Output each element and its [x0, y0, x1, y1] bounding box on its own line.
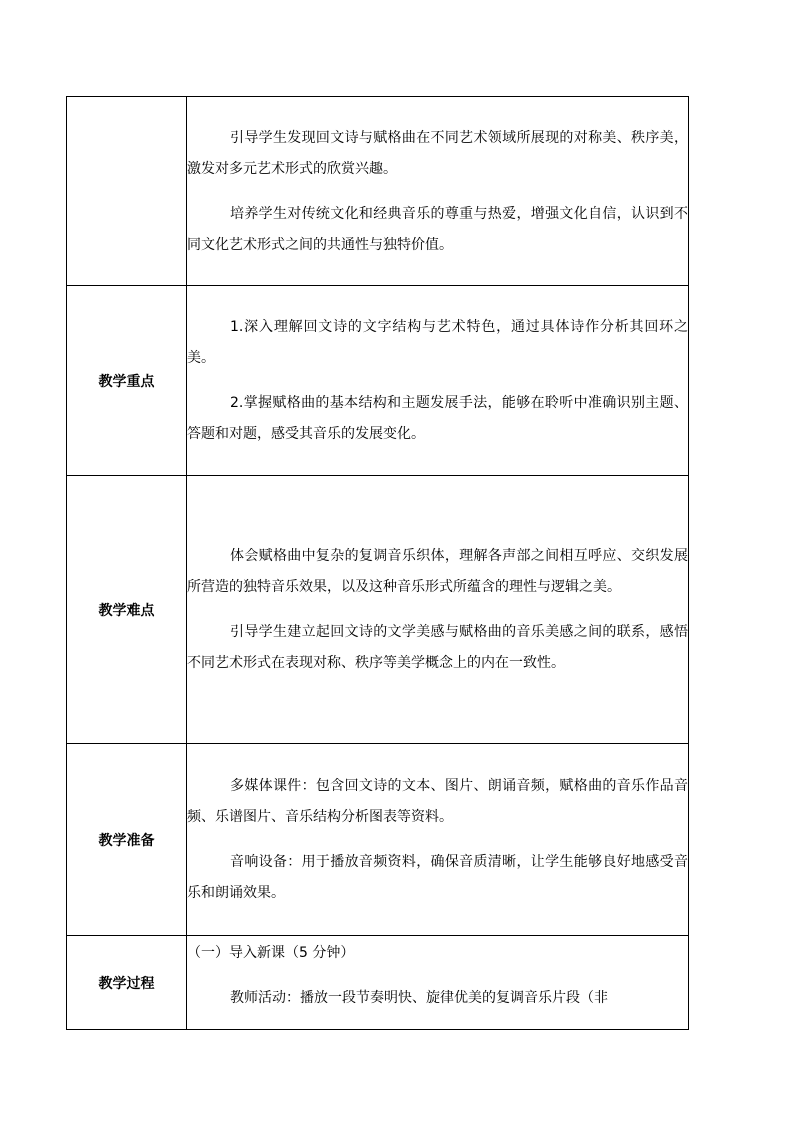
section-heading: （一）导入新课（5 分钟）: [187, 945, 355, 961]
paragraph: 2.掌握赋格曲的基本结构和主题发展手法，能够在聆听中准确识别主题、答题和对题，感受其音乐的发展变化。: [187, 394, 688, 442]
paragraph: 引导学生发现回文诗与赋格曲在不同艺术领域所展现的对称美、秩序美，激发对多元艺术形式的欣赏兴趣。: [187, 130, 688, 177]
paragraph: 体会赋格曲中复杂的复调音乐织体，理解各声部之间相互呼应、交织发展所营造的独特音乐效果，以及这种音乐形式所蕴含的理性与逻辑之美。: [187, 547, 688, 595]
row-content: [187, 97, 689, 286]
paragraph: 培养学生对传统文化和经典音乐的尊重与热爱，增强文化自信，认识到不同文化艺术形式之间的共通性与独特价值。: [187, 206, 688, 253]
table-row-key-points: [67, 286, 689, 476]
row-label: 教学过程: [67, 936, 187, 1030]
row-label: 教学重点: [67, 286, 187, 476]
table-row-difficulties: [67, 476, 689, 744]
paragraph: 引导学生建立起回文诗的文学美感与赋格曲的音乐美感之间的联系，感悟不同艺术形式在表现对称、秩序等美学概念上的内在一致性。: [187, 623, 688, 671]
row-label: [67, 97, 187, 286]
table-row-process: [67, 936, 689, 1030]
lesson-plan-table: [66, 96, 689, 1030]
row-content: [187, 744, 689, 936]
paragraph: 多媒体课件：包含回文诗的文本、图片、朗诵音频，赋格曲的音乐作品音频、乐谱图片、音乐结构分析图表等资料。: [187, 777, 688, 825]
paragraph: 音响设备：用于播放音频资料，确保音质清晰，让学生能够良好地感受音乐和朗诵效果。: [187, 853, 688, 901]
paragraph: 1.深入理解回文诗的文字结构与艺术特色，通过具体诗作分析其回环之美。: [187, 318, 688, 366]
row-label: 教学准备: [67, 744, 187, 936]
row-content: [187, 936, 689, 1030]
paragraph: 教师活动：播放一段节奏明快、旋律优美的复调音乐片段（非: [230, 990, 608, 1006]
row-content: [187, 286, 689, 476]
table-row-objectives: [67, 97, 689, 286]
table-row-preparation: [67, 744, 689, 936]
row-content: [187, 476, 689, 744]
row-label: 教学难点: [67, 476, 187, 744]
